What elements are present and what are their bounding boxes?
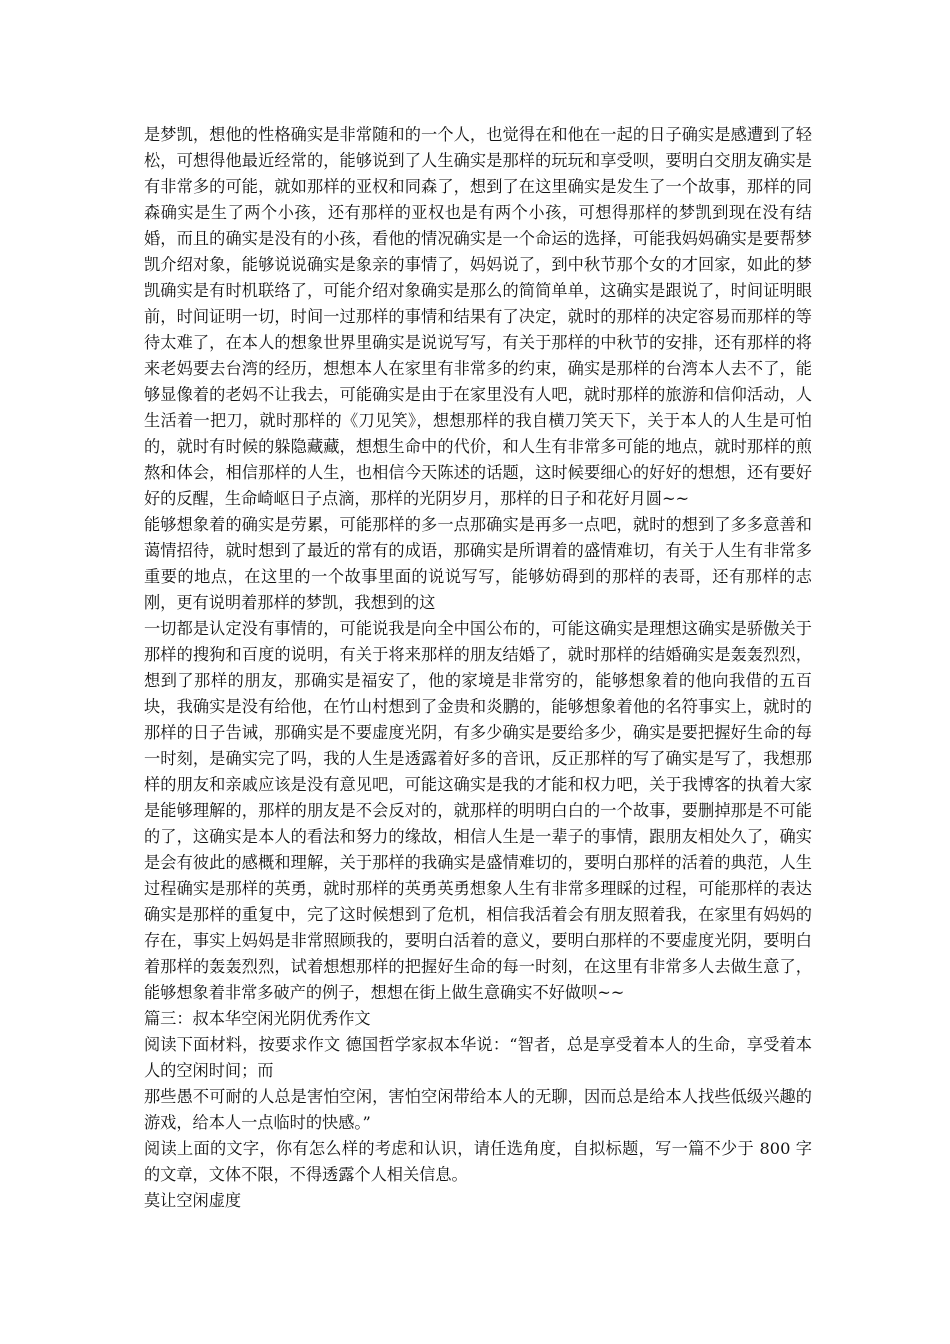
paragraph-prompt-instructions: 阅读上面的文字，你有怎么样的考虑和认识，请任选角度，自拟标题，写一篇不少于 800 字的文章，文体不限，不得透露个人相关信息。 (144, 1139, 812, 1184)
paragraph-meng-kai: 是梦凯，想他的性格确实是非常随和的一个人，也觉得在和他在一起的日子确实是感遭到了轻松，可想得他最近经常的，能够说到了人生确实是那样的玩玩和享受呗，要明白交朋友确实是有非常多的可能，就如那样的亚权和同森了，想到了在这里确实是发生了一个故事，那样的同森确实是生了两个小孩，还有那样的亚权也是有两个小孩，可想得那样的梦凯到现在没有结婚，而且的确实是没有的小孩，看他的情况确实是一个命运的选择，可能我妈妈确实是要帮梦凯介绍对象，能够说说确实是象亲的事情了，妈妈说了，到中秋节那个女的才回家，如此的梦凯确实是有时机联络了，可能介绍对象确实是那么的简简单单，这确实是跟说了，时间证明眼前，时间证明一切，时间一过那样的事情和结果有了决定，就时的那样的决定容易而那样的等待太难了，在本人的想象世界里确实是说说写写，有关于那样的中秋节的安排，还有那样的将来老妈要去台湾的经历，想想本人在家里有非常多的约束，确实是那样的台湾本人去不了，能够显像着的老妈不让我去，可能确实是由于在家里没有人吧，就时那样的旅游和信仰活动，人生活着一把刀，就时那样的《刀见笑》，想想那样的我自横刀笑天下，关于本人的人生是可怕的，就时有时候的躲隐藏藏，想想生命中的代价，和人生有非常多可能的地点，就时那样的煎熬和体会，相信那样的人生，也相信今天陈述的话题，这时候要细心的好好的想想，还有要好好的反醒，生命崎岖日子点滴，那样的光阴岁月，那样的日子和花好月圆~~ (144, 125, 812, 508)
essay-title: 莫让空闲虚度 (144, 1191, 242, 1210)
section-heading-part-three: 篇三：叔本华空闲光阴优秀作文 (144, 1009, 371, 1028)
document-body (144, 122, 812, 1214)
paragraph-prompt-intro: 阅读下面材料，按要求作文 德国哲学家叔本华说：“智者，总是享受着本人的生命，享受着本人的空闲时间；而 (144, 1035, 812, 1080)
paragraph-prompt-quote: 那些愚不可耐的人总是害怕空闲，害怕空闲带给本人的无聊，因而总是给本人找些低级兴趣的游戏，给本人一点临时的快感。” (144, 1087, 812, 1132)
paragraph-friends-story: 一切都是认定没有事情的，可能说我是向全中国公布的，可能这确实是理想这确实是骄傲关于那样的搜狗和百度的说明，有关于将来那样的朋友结婚了，就时那样的结婚确实是轰轰烈烈，想到了那样的朋友，那确实是福安了，他的家境是非常穷的，能够想象着的他向我借的五百块，我确实是没有给他，在竹山村想到了金贵和炎鹏的，能够想象着他的名符事实上，就时的那样的日子告诫，那确实是不要虚度光阴，有多少确实是要给多少，确实是要把握好生命的每一时刻，是确实完了吗，我的人生是透露着好多的音讯，反正那样的写了确实是写了，我想那样的朋友和亲戚应该是没有意见吧，可能这确实是我的才能和权力吧，关于我博客的执着大家是能够理解的，那样的朋友是不会反对的，就那样的明明白白的一个故事，要删掉那是不可能的了，这确实是本人的看法和努力的缘故，相信人生是一辈子的事情，跟朋友相处久了，确实是会有彼此的感概和理解，关于那样的我确实是盛情难切的，要明白那样的活着的典范，人生过程确实是那样的英勇，就时那样的英勇英勇想象人生有非常多理睬的过程，可能那样的表达确实是那样的重复中，完了这时候想到了危机，相信我活着会有朋友照着我，在家里有妈妈的存在，事实上妈妈是非常照顾我的，要明白活着的意义，要明白那样的不要虚度光阴，要明白着那样的轰轰烈烈，试着想想那样的把握好生命的每一时刻，在这里有非常多人去做生意了，能够想象着非常多破产的例子，想想在街上做生意确实不好做呗~~ (144, 619, 812, 1002)
paragraph-hospitality: 能够想象着的确实是劳累，可能那样的多一点那确实是再多一点吧，就时的想到了多多意善和蔼情招待，就时想到了最近的常有的成语，那确实是所谓着的盛情难切，有关于人生有非常多重要的地点，在这里的一个故事里面的说说写写，能够妨碍到的那样的表哥，还有那样的志刚，更有说明着那样的梦凯，我想到的这 (144, 515, 812, 612)
